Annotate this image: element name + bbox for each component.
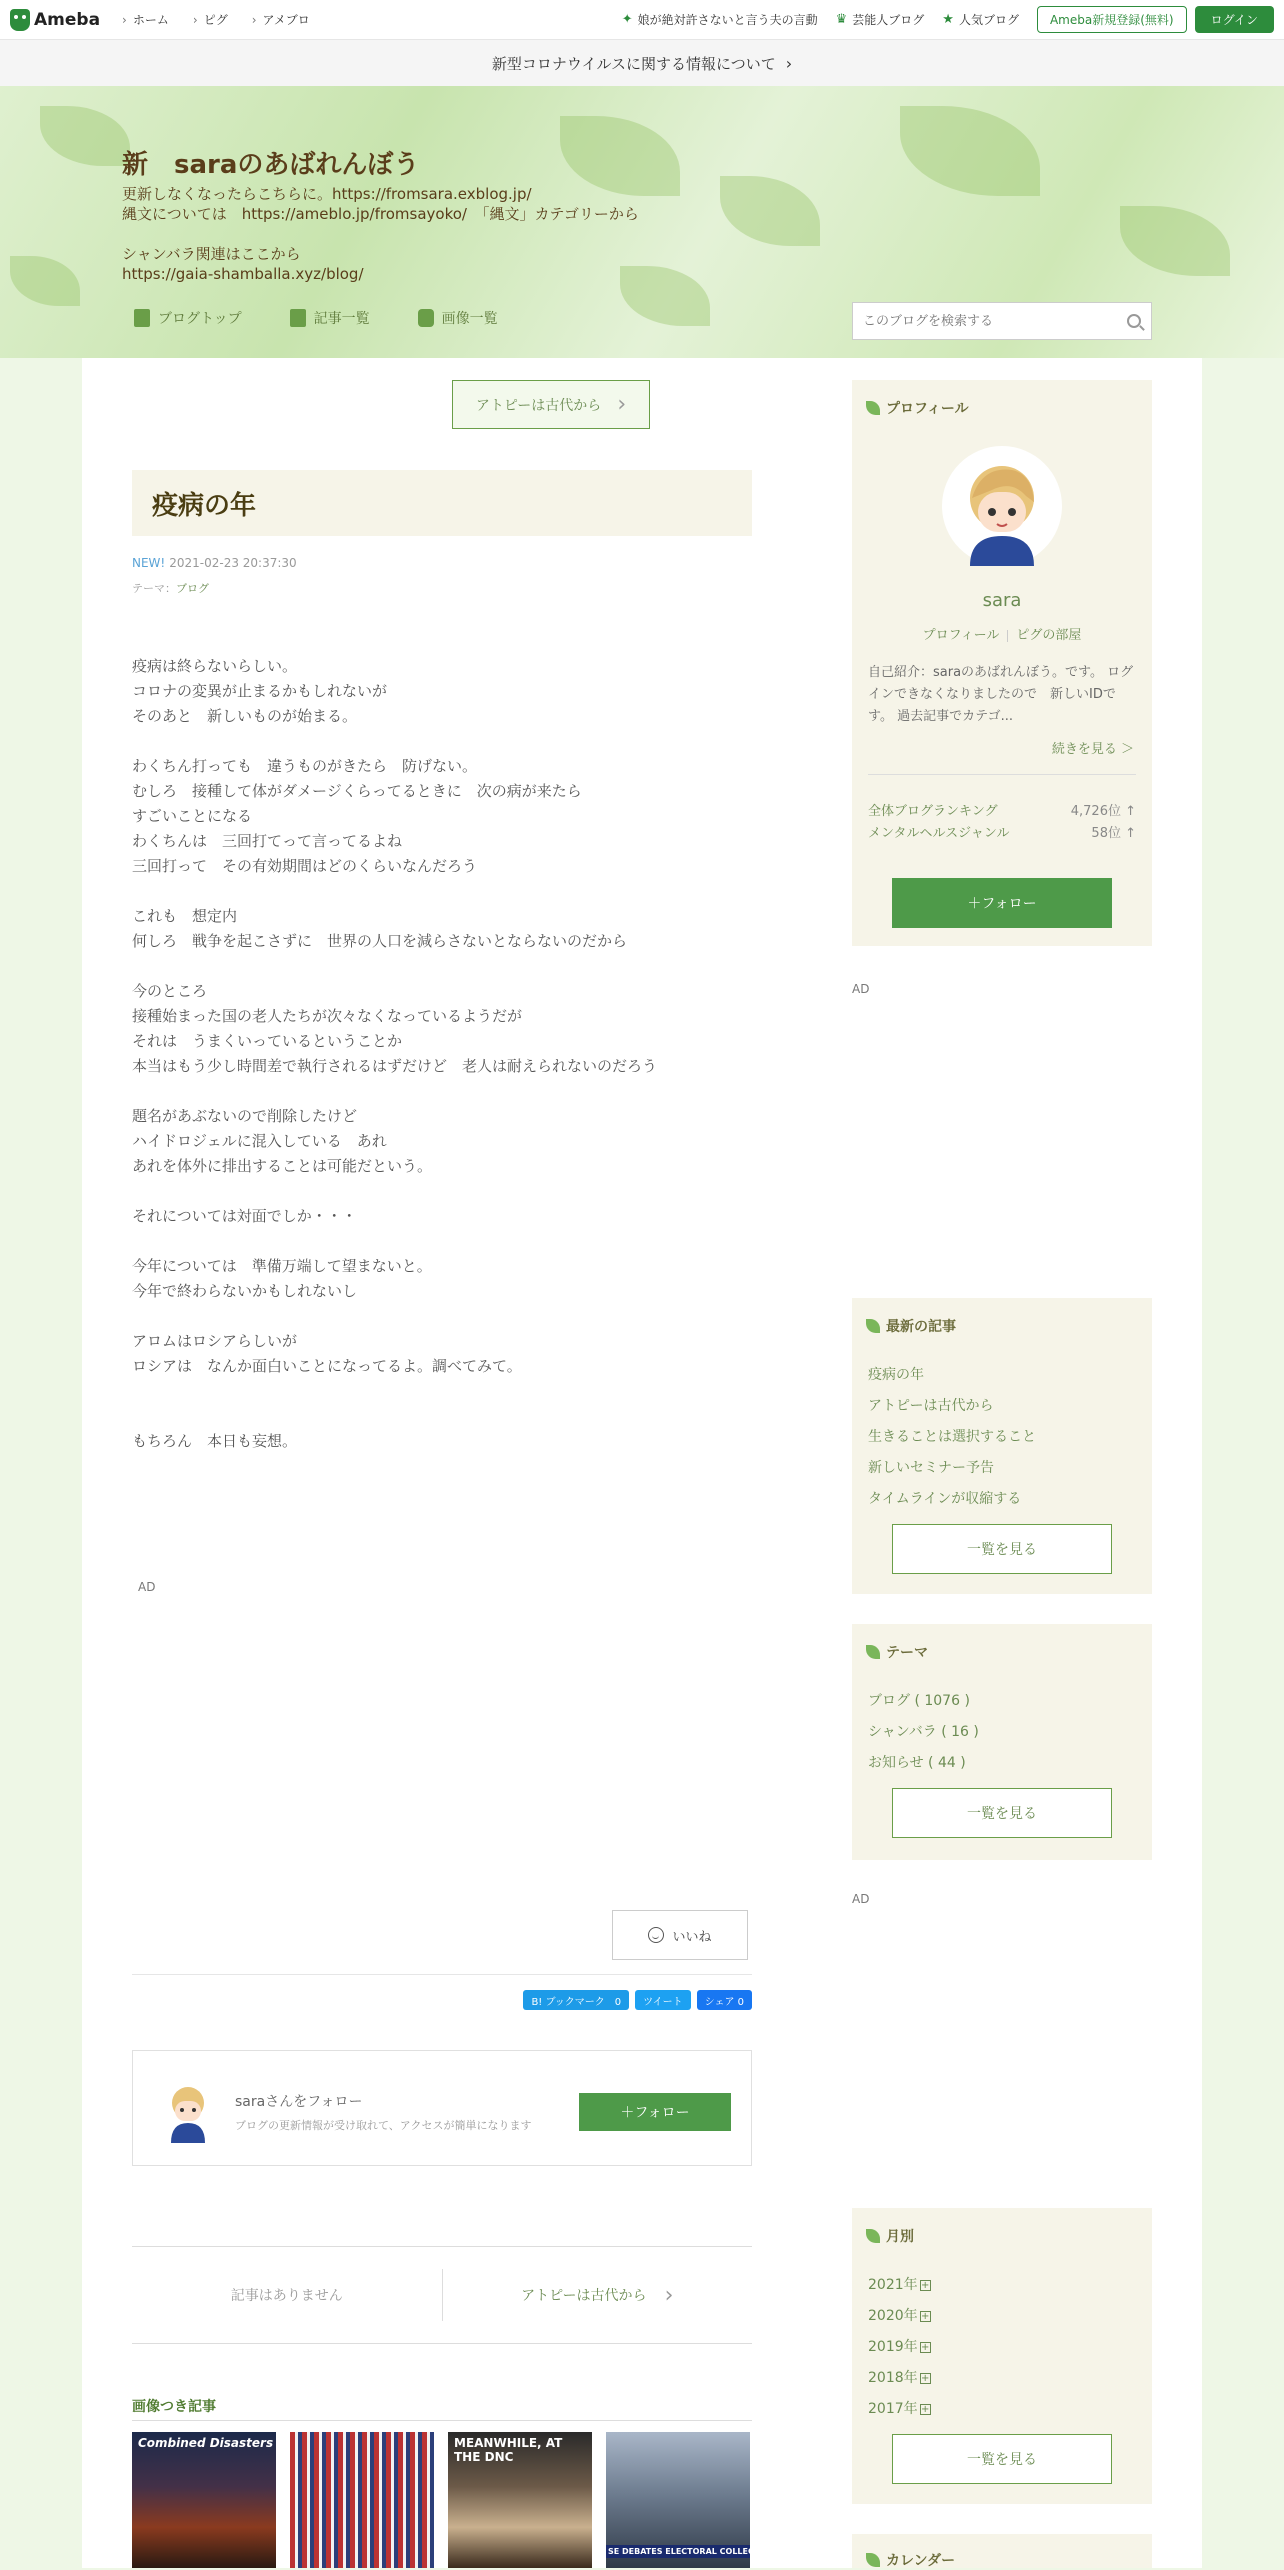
plus-icon[interactable]: + <box>920 2403 930 2415</box>
calendar-widget: カレンダー <box>852 2534 1152 2568</box>
prev-article-button[interactable]: アトピーは古代から › <box>452 380 650 429</box>
profile-widget: プロフィール sara プロフィール ピグの部屋 自己紹介：saraのあばれんぼう。です。 ログインできなくなりましたので 新しいIDです。 過去記事でカテゴ... 続きを見る ＞ 全体ブログランキング 4,726位 ↑ メンタルヘルスジャンル 58位 ↑ ＋フォロー <box>852 380 1152 946</box>
chevron-right-icon: › <box>617 392 627 417</box>
month-link[interactable]: 2018年 + <box>868 2370 930 2386</box>
leaf-decoration <box>720 176 820 246</box>
latest-article-link[interactable]: 疫病の年 <box>868 1367 924 1383</box>
nav-pigg[interactable]: › ピグ <box>193 11 228 28</box>
chevron-right-icon: › <box>664 2282 674 2308</box>
profile-follow-button[interactable]: ＋フォロー <box>892 878 1112 928</box>
like-button[interactable]: いいね <box>612 1910 748 1960</box>
theme-link[interactable]: お知らせ ( 44 ) <box>868 1755 966 1771</box>
theme-widget: テーマ ブログ ( 1076 ) シャンバラ ( 16 ) お知らせ ( 44 ) 一覧を見る <box>852 1624 1152 1860</box>
month-link[interactable]: 2019年 + <box>868 2339 930 2355</box>
leaf-icon <box>866 2553 880 2567</box>
new-badge: NEW! <box>132 556 166 570</box>
tweet-button[interactable]: ツイート <box>635 1990 691 2010</box>
top-nav-links <box>122 11 310 28</box>
pager-prev: 記事はありません <box>132 2269 443 2321</box>
smile-icon <box>648 1927 664 1943</box>
leaf-decoration <box>40 106 130 166</box>
profile-avatar-image <box>942 446 1062 566</box>
article-theme: テーマ：ブログ <box>132 582 209 595</box>
ad-label: AD <box>138 1580 156 1594</box>
month-link[interactable]: 2017年 + <box>868 2401 930 2417</box>
chevron-right-icon: › <box>785 53 793 73</box>
theme-link[interactable]: ブログ ( 1076 ) <box>868 1693 970 1709</box>
latest-see-all-button[interactable]: 一覧を見る <box>892 1524 1112 1574</box>
image-article-thumbnails <box>132 2432 776 2568</box>
follow-button[interactable]: ＋フォロー <box>579 2093 731 2131</box>
leaf-decoration <box>1120 206 1230 276</box>
plus-icon[interactable]: + <box>920 2372 930 2384</box>
article-meta <box>132 556 297 570</box>
leaf-icon <box>866 1645 880 1659</box>
monthly-see-all-button[interactable]: 一覧を見る <box>892 2434 1112 2484</box>
crown-icon: ♛ <box>835 12 848 27</box>
leaf-decoration <box>900 106 1040 196</box>
top-nav-bar <box>0 0 1284 40</box>
share-buttons <box>523 1990 752 2010</box>
thumbnail[interactable]: Combined Disasters <box>132 2432 276 2568</box>
plus-icon[interactable]: + <box>920 2341 930 2353</box>
image-list-link[interactable]: 画像一覧 <box>418 308 498 328</box>
ad-label: AD <box>852 982 870 996</box>
divider <box>868 774 1136 775</box>
article-list-link[interactable]: 記事一覧 <box>290 308 370 328</box>
covid-info-bar[interactable]: 新型コロナウイルスに関する情報について › <box>0 40 1284 86</box>
author-avatar <box>157 2077 219 2143</box>
genre-ranking[interactable]: メンタルヘルスジャンル 58位 ↑ <box>868 826 1136 841</box>
plus-icon[interactable]: + <box>920 2279 930 2291</box>
star-icon: ★ <box>942 12 954 27</box>
camera-icon <box>418 309 434 327</box>
profile-link[interactable]: プロフィール <box>922 628 1000 643</box>
blog-title[interactable]: 新 saraのあばれんぼう <box>122 150 420 180</box>
popular-blog-link[interactable]: ★ 人気ブログ <box>942 12 1019 27</box>
blog-search-input[interactable] <box>863 314 1127 329</box>
latest-article-link[interactable]: アトピーは古代から <box>868 1398 994 1414</box>
month-link[interactable]: 2021年 + <box>868 2277 930 2293</box>
pigg-room-link[interactable]: ピグの部屋 <box>1016 628 1082 643</box>
divider <box>132 1974 752 1975</box>
article-title[interactable]: 疫病の年 <box>132 470 752 536</box>
trend-link[interactable]: ✦ 娘が絶対許さないと言う夫の言動 <box>621 12 818 27</box>
read-more-link[interactable]: 続きを見る ＞ <box>1051 742 1134 757</box>
login-button[interactable]: ログイン <box>1195 6 1274 33</box>
ameba-logo-icon <box>10 9 30 31</box>
theme-see-all-button[interactable]: 一覧を見る <box>892 1788 1112 1838</box>
blog-nav <box>134 308 498 328</box>
search-icon[interactable] <box>1127 314 1141 328</box>
pager-next[interactable]: アトピーは古代から › <box>521 2282 674 2308</box>
article-datetime: 2021-02-23 20:37:30 <box>169 556 297 570</box>
nav-home[interactable]: › ホーム <box>122 11 169 28</box>
latest-article-link[interactable]: 新しいセミナー予告 <box>868 1460 994 1476</box>
latest-article-link[interactable]: タイムラインが収縮する <box>868 1491 1022 1507</box>
thumbnail[interactable]: MEANWHILE, AT THE DNC <box>448 2432 592 2568</box>
blog-header <box>0 86 1284 358</box>
ameba-logo[interactable]: Ameba <box>10 9 100 31</box>
sparkle-icon: ✦ <box>621 12 633 27</box>
facebook-share-button[interactable]: シェア 0 <box>697 1990 752 2010</box>
ad-label: AD <box>852 1892 870 1906</box>
article-body: 疫病は終らないらしい。 コロナの変異が止まるかもしれないが そのあと 新しいものが始まる。 わくちん打っても 違うものがきたら 防げない。 むしろ 接種して体がダメージくらってるときに 次の病が来たら すごいことになる わくちんは 三回打てって言ってるよね 三回打って その有効期間はどのくらいなんだろう これも 想定内 何しろ 戦争を起こさずに 世界の人口を減らさないとならないのだから 今のところ 接種始まった国の老人たちが次々なくなっているようだが それは うまくいっているということか 本当はもう少し時間差で執行されるはずだけど 老人は耐えられないのだろう 題名があぶないので削除したけど ハイドロジェルに混入している あれ あれを体外に排出することは可能だという。 それについては対面でしか・・・ 今年については 準備万端して望まないと。 今年で終わらないかもしれないし アロムはロシアらしいが ロシアは なんか面白いことになってるよ。調べてみて。 もちろん 本日も妄想。 <box>132 657 658 1450</box>
nav-ameblo[interactable]: › アメブロ <box>252 11 310 28</box>
thumbnail[interactable] <box>290 2432 434 2568</box>
profile-name[interactable]: sara <box>982 590 1022 611</box>
thumbnail[interactable]: SE DEBATES ELECTORAL COLLEGE OB <box>606 2432 750 2568</box>
celebrity-blog-link[interactable]: ♛ 芸能人ブログ <box>835 12 925 27</box>
article-theme-link[interactable]: ブログ <box>176 582 209 595</box>
month-link[interactable]: 2020年 + <box>868 2308 930 2324</box>
profile-avatar[interactable] <box>942 446 1062 566</box>
blog-top-link[interactable]: ブログトップ <box>134 308 242 328</box>
overall-ranking[interactable]: 全体ブログランキング 4,726位 ↑ <box>868 804 1136 819</box>
leaf-icon <box>866 1319 880 1333</box>
top-right-links <box>622 6 1274 33</box>
profile-intro: 自己紹介：saraのあばれんぼう。です。 ログインできなくなりましたので 新しいIDです。 過去記事でカテゴ... <box>868 665 1134 724</box>
hatena-bookmark-button[interactable]: B! ブックマーク 0 <box>523 1990 629 2010</box>
plus-icon[interactable]: + <box>920 2310 930 2322</box>
leaf-icon <box>866 2229 880 2243</box>
register-button[interactable]: Ameba新規登録(無料) <box>1037 6 1187 33</box>
image-articles-title: 画像つき記事 <box>132 2399 216 2415</box>
article-pager <box>132 2246 752 2344</box>
monthly-archive-widget: 月別 2021年 + 2020年 + 2019年 + 2018年 + 2017年 + 一覧を見る <box>852 2208 1152 2504</box>
copy-icon <box>290 309 306 327</box>
blog-description: 更新しなくなったらこちらに。https://fromsara.exblog.jp/ 縄文については https://ameblo.jp/fromsayoko/ 「縄文」カテゴリーから シャンバラ関連はここから https://gaia-shamballa.xyz/blog/ <box>122 185 639 283</box>
leaf-decoration <box>10 256 80 306</box>
leaf-icon <box>866 401 880 415</box>
follow-box: saraさんをフォロー ブログの更新情報が受け取れて、アクセスが簡単になります ＋フォロー <box>132 2050 752 2166</box>
latest-article-link[interactable]: 生きることは選択すること <box>868 1429 1036 1445</box>
document-icon <box>134 309 150 327</box>
blog-search-box <box>852 302 1152 340</box>
theme-link[interactable]: シャンバラ ( 16 ) <box>868 1724 979 1740</box>
latest-articles-widget: 最新の記事 疫病の年 アトピーは古代から 生きることは選択すること 新しいセミナー予告 タイムラインが収縮する 一覧を見る <box>852 1298 1152 1594</box>
divider <box>132 2420 752 2421</box>
